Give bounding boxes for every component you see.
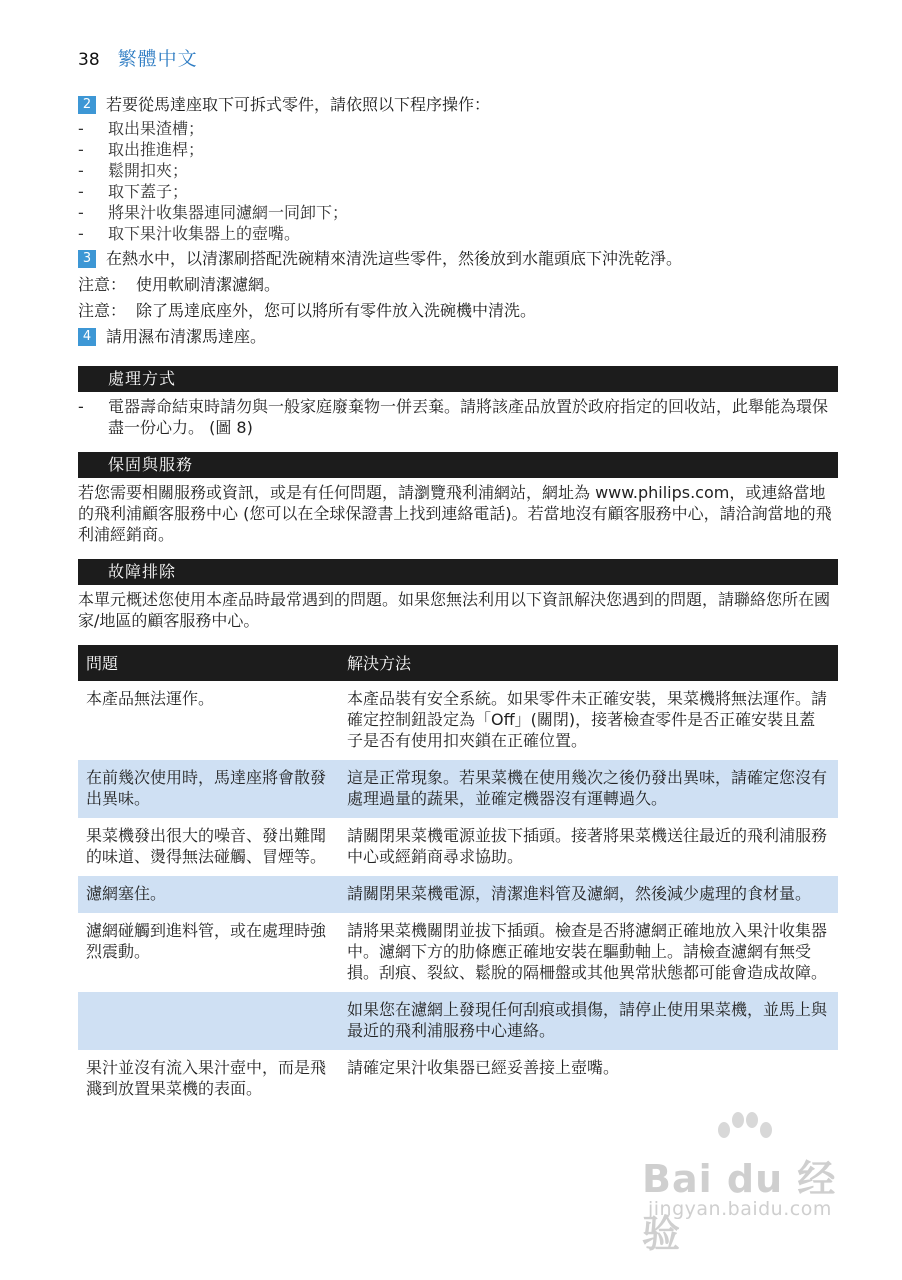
baidu-watermark xyxy=(642,1112,872,1256)
troubleshooting-intro: 本單元概述您使用本產品時最常遇到的問題。如果您無法利用以下資訊解決您遇到的問題，請聯絡您所在國家/地區的顧客服務中心。 xyxy=(78,590,831,630)
table-row xyxy=(78,760,838,818)
solution-cell: 請將果菜機關閉並拔下插頭。檢查是否將濾網正確地放入果汁收集器中。濾網下方的肋條應正確地安裝在驅動軸上。請檢查濾網有無受損。刮痕、裂紋、鬆脫的隔柵盤或其他異常狀態都可能會造成故障。 xyxy=(347,921,828,982)
table-row xyxy=(78,913,838,992)
page-content xyxy=(78,92,838,1108)
note-label: 注意： xyxy=(78,275,127,294)
section-warranty-title: 保固與服務 xyxy=(78,452,838,478)
note-text: 使用軟刷清潔濾網。 xyxy=(136,275,281,294)
step-4 xyxy=(78,326,838,348)
step-text: 在熱水中，以清潔刷搭配洗碗精來清洗這些零件，然後放到水龍頭底下沖洗乾淨。 xyxy=(106,249,683,268)
watermark-url: jingyan.baidu.com xyxy=(648,1198,832,1220)
troubleshooting-table xyxy=(78,645,838,1108)
step-number-badge: 4 xyxy=(78,328,96,346)
problem-cell xyxy=(78,992,339,1050)
step-2 xyxy=(78,94,838,116)
table-row xyxy=(78,681,838,760)
step-3 xyxy=(78,248,838,270)
step-text: 若要從馬達座取下可拆式零件，請依照以下程序操作： xyxy=(106,95,491,114)
page-number: 38 xyxy=(78,50,100,70)
solution-cell: 請關閉果菜機電源，清潔進料管及濾網，然後減少處理的食材量。 xyxy=(339,876,838,913)
solution-cell: 如果您在濾網上發現任何刮痕或損傷，請停止使用果菜機，並馬上與最近的飛利浦服務中心連絡。 xyxy=(339,992,838,1050)
problem-cell: 果汁並沒有流入果汁壺中，而是飛濺到放置果菜機的表面。 xyxy=(86,1058,327,1098)
step-number-badge: 3 xyxy=(78,250,96,268)
column-header-solution: 解決方法 xyxy=(339,645,838,681)
list-item: - 鬆開扣夾； xyxy=(78,161,189,180)
step-text: 請用濕布清潔馬達座。 xyxy=(106,327,267,346)
step-number-badge: 2 xyxy=(78,96,96,114)
problem-cell: 果菜機發出很大的噪音、發出難聞的味道、燙得無法碰觸、冒煙等。 xyxy=(86,826,327,866)
note-label: 注意： xyxy=(78,301,127,320)
section-troubleshooting-title: 故障排除 xyxy=(78,559,838,585)
list-item: - 取下蓋子； xyxy=(78,182,189,201)
table-header-row xyxy=(78,645,838,681)
paw-icon xyxy=(712,1112,772,1152)
warranty-text: 若您需要相關服務或資訊，或是有任何問題，請瀏覽飛利浦網站，網址為 www.philips.com，或連絡當地的飛利浦顧客服務中心 (您可以在全球保證書上找到連絡電話)。若當地沒有顧客服務中心，請洽詢當地的飛利浦經銷商。 xyxy=(78,483,832,544)
page-header xyxy=(78,44,198,72)
list-item: - 取出推進桿； xyxy=(78,140,205,159)
solution-cell: 請關閉果菜機電源並拔下插頭。接著將果菜機送往最近的飛利浦服務中心或經銷商尋求協助。 xyxy=(347,826,828,866)
note-1 xyxy=(78,274,838,296)
step-2-bullets xyxy=(78,118,838,244)
disposal-text: - 電器壽命結束時請勿與一般家庭廢棄物一併丟棄。請將該產品放置於政府指定的回收站，此舉能為環保盡一份心力。 (圖 8) xyxy=(78,397,829,437)
table-row xyxy=(78,818,838,876)
watermark-logo-text: Bai du 经验 xyxy=(642,1157,837,1256)
table-row xyxy=(78,992,838,1050)
note-text: 除了馬達底座外，您可以將所有零件放入洗碗機中清洗。 xyxy=(136,301,537,320)
problem-cell: 濾網碰觸到進料管，或在處理時強烈震動。 xyxy=(86,921,327,961)
problem-cell: 在前幾次使用時，馬達座將會散發出異味。 xyxy=(78,760,339,818)
problem-cell: 濾網塞住。 xyxy=(78,876,339,913)
solution-cell: 請確定果汁收集器已經妥善接上壺嘴。 xyxy=(347,1058,620,1077)
language-title: 繁體中文 xyxy=(117,48,198,70)
table-row xyxy=(78,876,838,913)
problem-cell: 本產品無法運作。 xyxy=(86,689,215,708)
section-disposal-title: 處理方式 xyxy=(78,366,838,392)
list-item: - 取下果汁收集器上的壺嘴。 xyxy=(78,224,301,243)
solution-cell: 這是正常現象。若果菜機在使用幾次之後仍發出異味，請確定您沒有處理過量的蔬果，並確定機器沒有運轉過久。 xyxy=(339,760,838,818)
list-item: - 取出果渣槽； xyxy=(78,119,205,138)
solution-cell: 本產品裝有安全系統。如果零件未正確安裝，果菜機將無法運作。請確定控制鈕設定為「Off」(關閉)，接著檢查零件是否正確安裝且蓋子是否有使用扣夾鎖在正確位置。 xyxy=(347,689,828,750)
table-row xyxy=(78,1050,838,1108)
note-2 xyxy=(78,300,838,322)
list-item: - 將果汁收集器連同濾網一同卸下； xyxy=(78,203,349,222)
column-header-problem: 問題 xyxy=(78,645,339,681)
